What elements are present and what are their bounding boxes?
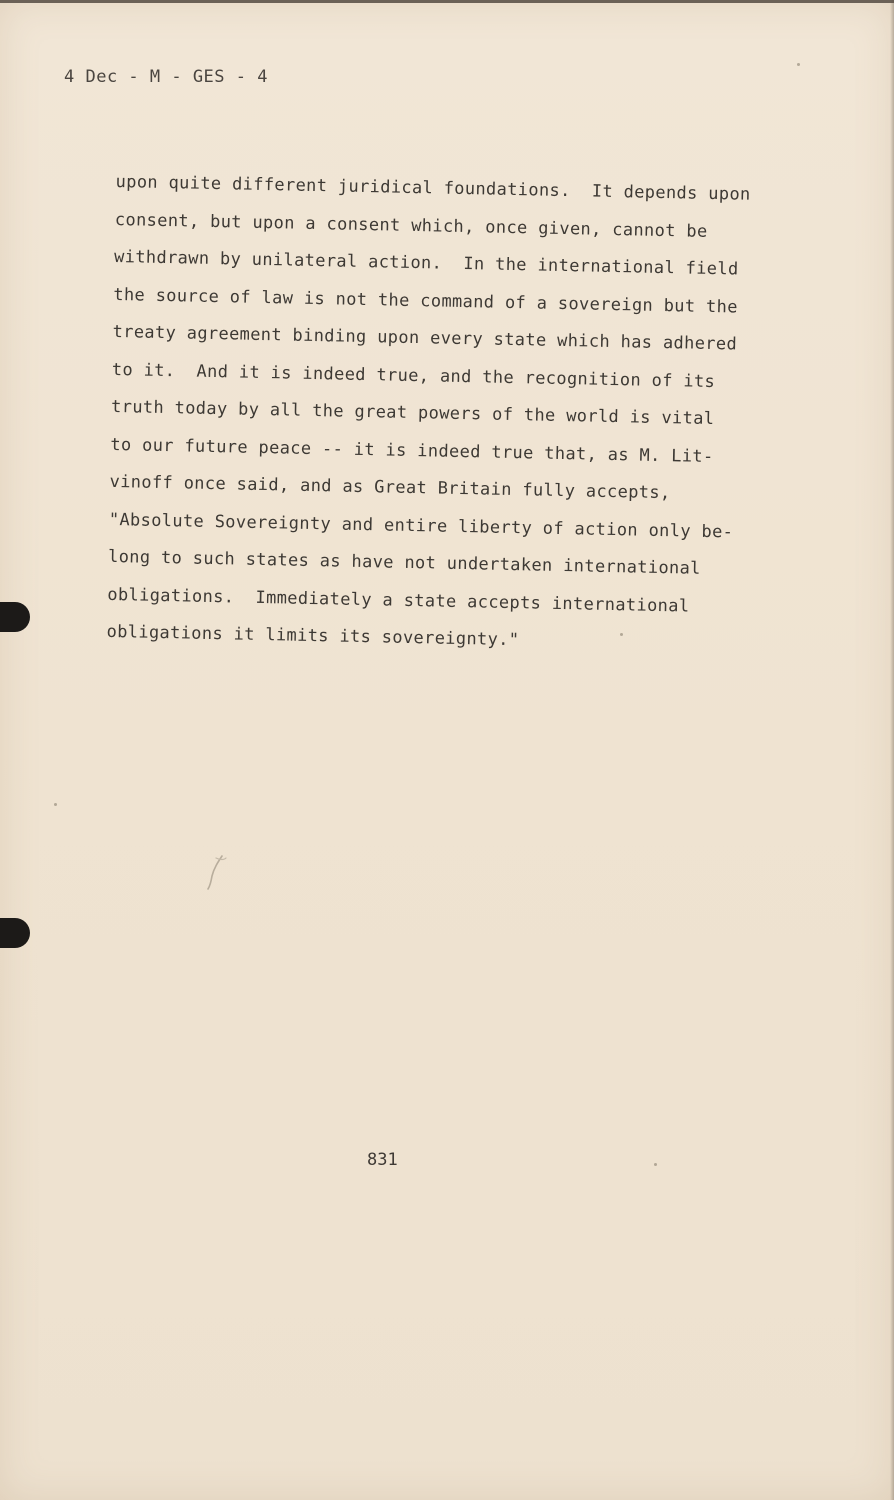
text-line: withdrawn by unilateral action. In the international field xyxy=(113,246,739,280)
body-paragraph xyxy=(106,164,816,665)
text-line: to it. And it is indeed true, and the recognition of its xyxy=(111,359,716,392)
text-line: obligations. Immediately a state accepts international xyxy=(107,584,690,617)
page-number: 831 xyxy=(367,1150,398,1170)
pencil-mark-icon xyxy=(200,852,230,892)
text-line: treaty agreement binding upon every state which has adhered xyxy=(112,321,738,355)
text-line: vinoff once said, and as Great Britain fully accepts, xyxy=(109,471,671,504)
page-header: 4 Dec - M - GES - 4 xyxy=(64,67,268,87)
punch-hole-lower xyxy=(0,918,30,948)
text-line: consent, but upon a consent which, once given, cannot be xyxy=(114,209,708,242)
text-line: the source of law is not the command of a sovereign but the xyxy=(113,284,738,318)
text-line: to our future peace -- it is indeed true that, as M. Lit- xyxy=(110,434,714,467)
text-line: truth today by all the great powers of the world is vital xyxy=(110,396,715,430)
text-line: obligations it limits its sovereignty." xyxy=(106,621,520,651)
text-line: upon quite different juridical foundations. It depends upon xyxy=(115,171,751,205)
paper-top-edge xyxy=(0,0,894,3)
punch-hole-upper xyxy=(0,602,30,632)
text-line: long to such states as have not undertaken international xyxy=(107,546,701,579)
paper-speck xyxy=(654,1163,657,1166)
paper-right-edge xyxy=(890,0,894,1500)
text-line: "Absolute Sovereignty and entire liberty of action only be- xyxy=(108,509,734,542)
paper-speck xyxy=(54,803,57,806)
paper-speck xyxy=(797,63,800,66)
paper-speck xyxy=(620,633,623,636)
